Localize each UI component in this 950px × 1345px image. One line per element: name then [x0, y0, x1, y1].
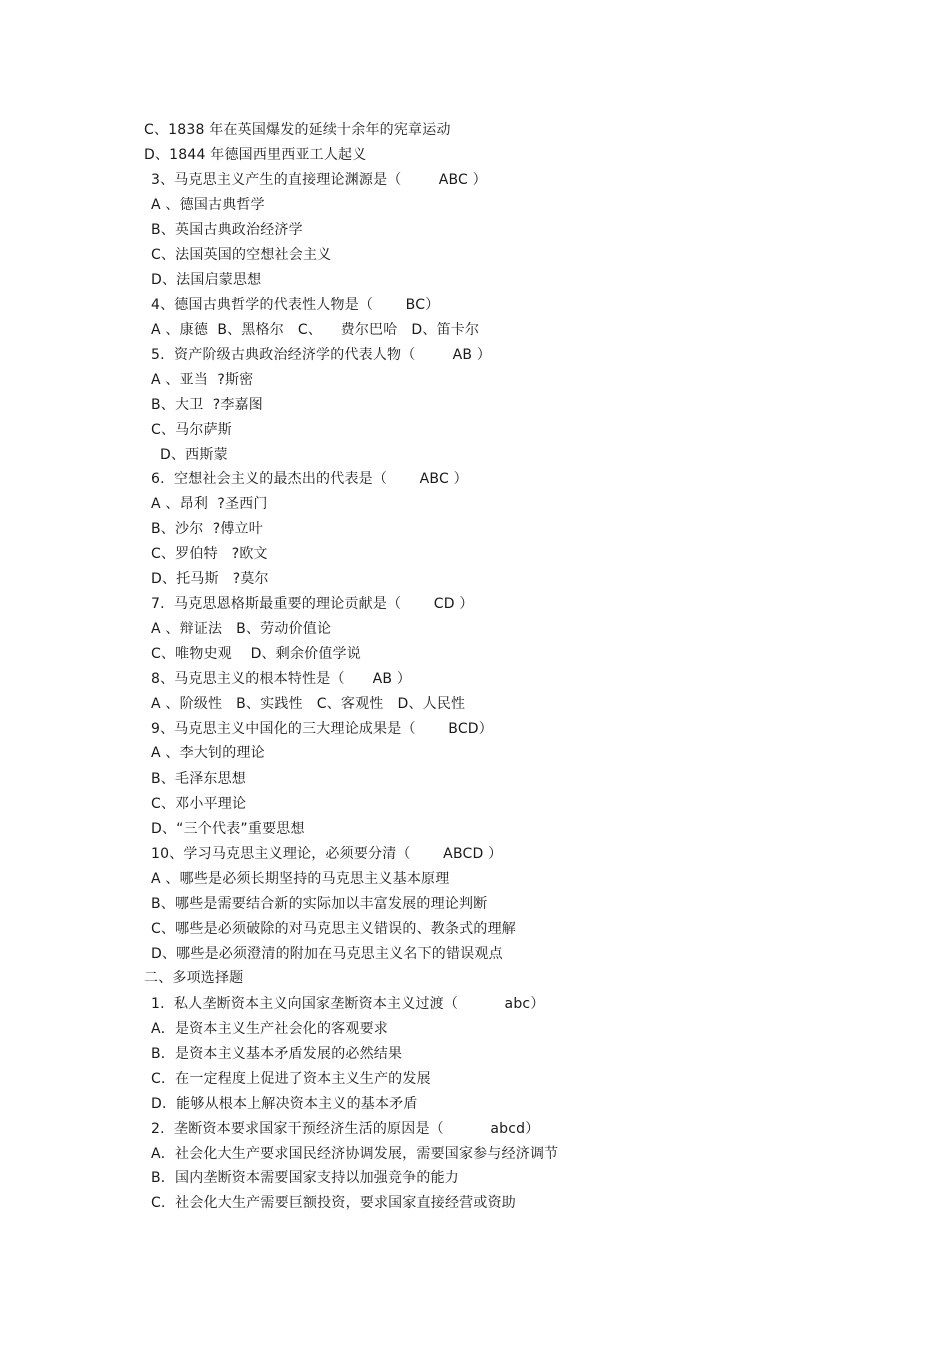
option-line: A 、辩证法 B、劳动价值论 [151, 621, 332, 637]
option-line: C．社会化大生产需要巨额投资，要求国家直接经营或资助 [151, 1195, 516, 1211]
question-line: 6. 空想社会主义的最杰出的代表是（ ABC ） [151, 471, 468, 487]
question-line: 1. 私人垄断资本主义向国家垄断资本主义过渡（ abc） [151, 996, 545, 1012]
question-line: 8、马克思主义的根本特性是（ AB ） [151, 671, 412, 687]
text-line: C、1838 年在英国爆发的延续十余年的宪章运动 [144, 122, 451, 138]
option-line: B．是资本主义基本矛盾发展的必然结果 [151, 1046, 403, 1062]
option-line: A 、哪些是必须长期坚持的马克思主义基本原理 [151, 871, 450, 887]
option-line: A 、亚当 ?斯密 [151, 372, 254, 388]
question-line: 5. 资产阶级古典政治经济学的代表人物（ AB ） [151, 347, 492, 363]
option-line: A．社会化大生产要求国民经济协调发展，需要国家参与经济调节 [151, 1146, 559, 1162]
option-line: B．国内垄断资本需要国家支持以加强竞争的能力 [151, 1170, 460, 1186]
option-line: B、大卫 ?李嘉图 [151, 397, 263, 413]
question-line: 4、德国古典哲学的代表性人物是（ BC） [151, 297, 440, 313]
option-line: A 、昂利 ?圣西门 [151, 496, 268, 512]
option-line: D、托马斯 ?莫尔 [151, 571, 269, 587]
option-line: D、哪些是必须澄清的附加在马克思主义名下的错误观点 [151, 946, 503, 962]
option-line: B、英国古典政治经济学 [151, 222, 303, 238]
option-line: A 、阶级性 B、实践性 C、客观性 D、人民性 [151, 696, 466, 712]
option-line: C、罗伯特 ?欧文 [151, 546, 268, 562]
question-line: 2. 垄断资本要求国家干预经济生活的原因是（ abcd） [151, 1121, 540, 1137]
option-line: C、唯物史观 D、剩余价值学说 [151, 646, 361, 662]
question-line: 9、马克思主义中国化的三大理论成果是（ BCD） [151, 721, 493, 737]
option-line: A 、德国古典哲学 [151, 197, 265, 213]
option-line: B、沙尔 ?傅立叶 [151, 521, 263, 537]
option-line: B、毛泽东思想 [151, 771, 247, 787]
question-line: 3、马克思主义产生的直接理论渊源是（ ABC ） [151, 172, 487, 188]
option-line: A 、李大钊的理论 [151, 745, 265, 761]
option-line: D、西斯蒙 [160, 447, 228, 463]
option-line: C、邓小平理论 [151, 796, 247, 812]
option-line: A．是资本主义生产社会化的客观要求 [151, 1021, 388, 1037]
option-line: D、法国启蒙思想 [151, 272, 262, 288]
option-line: B、哪些是需要结合新的实际加以丰富发展的理论判断 [151, 896, 488, 912]
question-line: 10、学习马克思主义理论，必须要分清（ ABCD ） [151, 846, 503, 862]
option-line: D、“三个代表”重要思想 [151, 821, 305, 837]
option-line: C、哪些是必须破除的对马克思主义错误的、教条式的理解 [151, 921, 516, 937]
option-line: A 、康德 B、黑格尔 C、 费尔巴哈 D、笛卡尔 [151, 322, 480, 338]
option-line: C、马尔萨斯 [151, 422, 232, 438]
option-line: C．在一定程度上促进了资本主义生产的发展 [151, 1071, 431, 1087]
option-line: D．能够从根本上解决资本主义的基本矛盾 [151, 1096, 418, 1112]
text-line: D、1844 年德国西里西亚工人起义 [144, 147, 367, 163]
option-line: C、法国英国的空想社会主义 [151, 247, 332, 263]
question-line: 7. 马克思恩格斯最重要的理论贡献是（ CD ） [151, 596, 474, 612]
section-heading: 二、多项选择题 [144, 970, 244, 986]
